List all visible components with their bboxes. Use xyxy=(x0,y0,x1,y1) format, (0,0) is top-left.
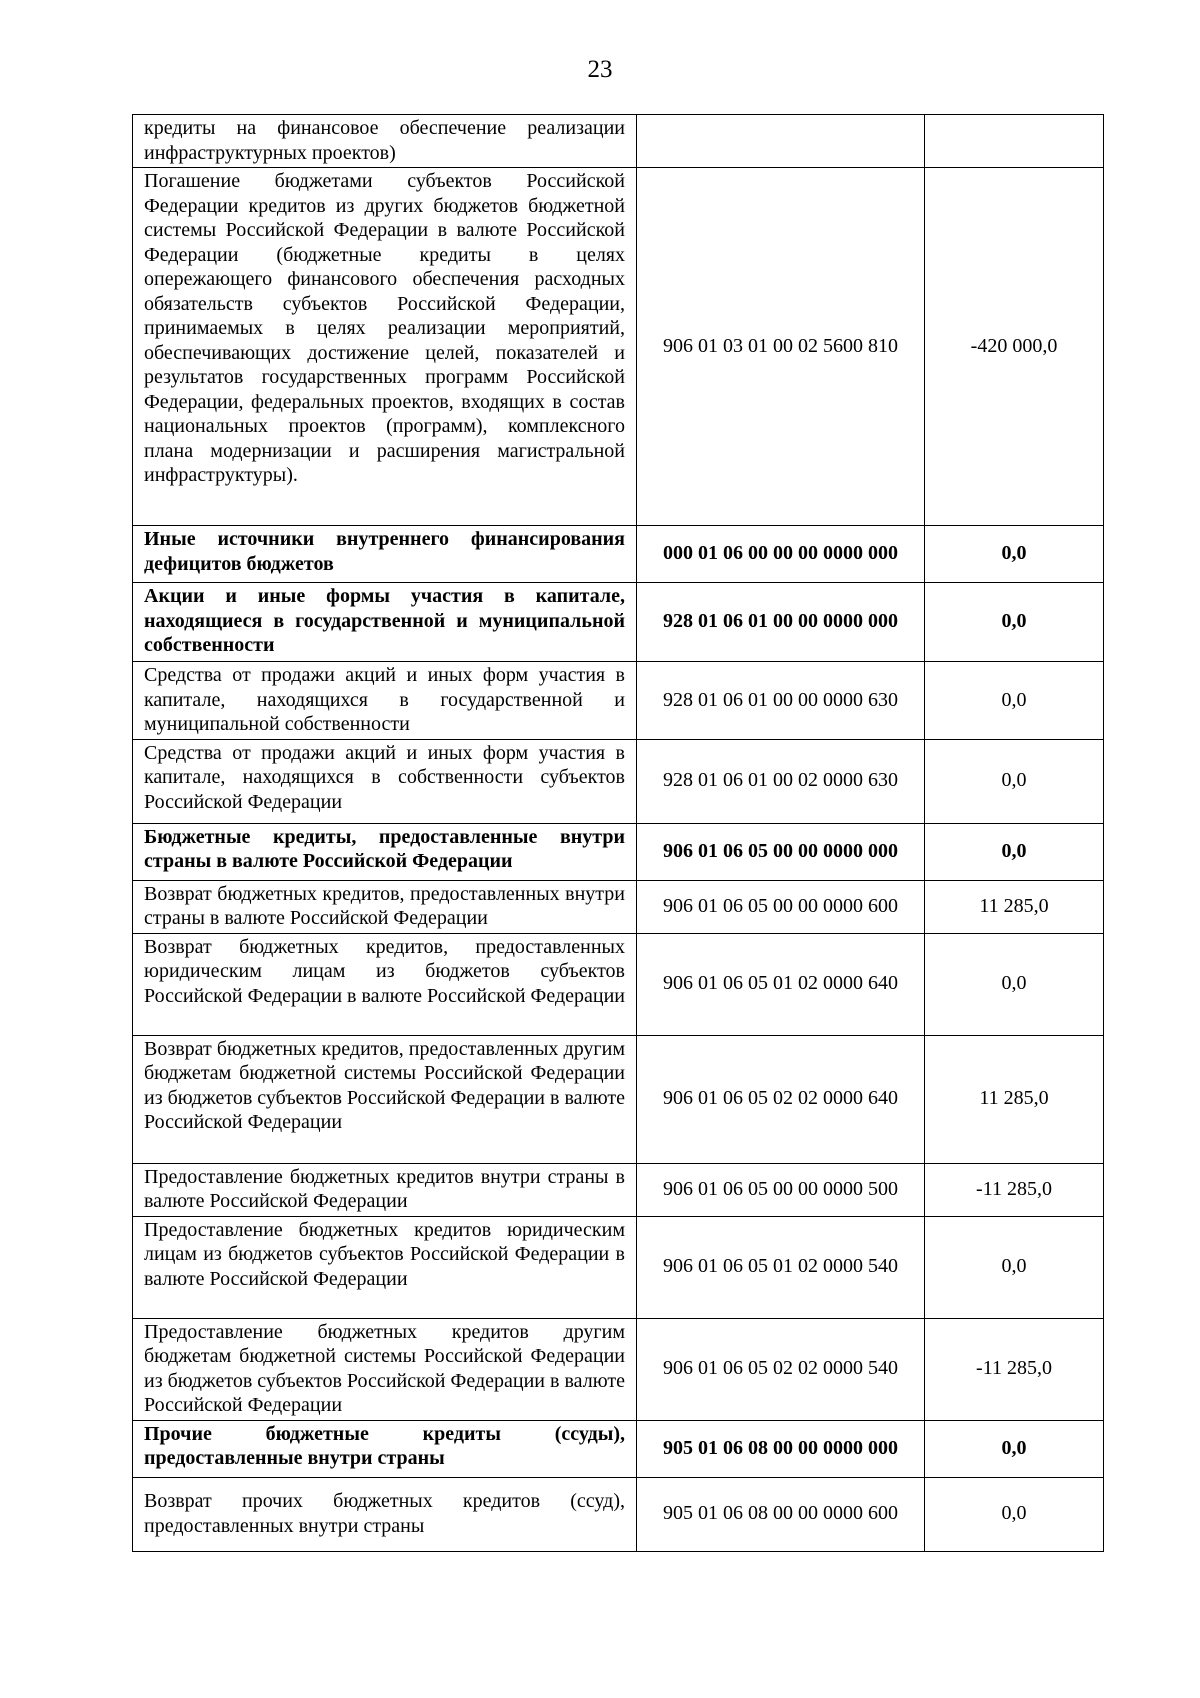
row-sum-cell xyxy=(925,115,1104,168)
row-sum-cell: -11 285,0 xyxy=(925,1163,1104,1216)
page-number: 23 xyxy=(587,56,613,83)
row-code-cell: 906 01 06 05 00 00 0000 600 xyxy=(637,880,925,933)
row-code-cell: 906 01 06 05 00 00 0000 000 xyxy=(637,823,925,880)
table-row xyxy=(133,115,1104,168)
table-row xyxy=(133,739,1104,823)
row-sum-cell: -11 285,0 xyxy=(925,1318,1104,1420)
row-code-cell: 906 01 06 05 00 00 0000 500 xyxy=(637,1163,925,1216)
row-name-cell: Предоставление бюджетных кредитов другим бюджетам бюджетной системы Российской Федерации из бюджетов субъектов Российской Федерации в валюте Российской Федерации xyxy=(133,1318,637,1420)
budget-sources-table xyxy=(132,114,1104,1552)
table-row xyxy=(133,1318,1104,1420)
row-code-cell: 906 01 03 01 00 02 5600 810 xyxy=(637,168,925,526)
row-sum-cell: 0,0 xyxy=(925,662,1104,740)
row-code-cell: 905 01 06 08 00 00 0000 000 xyxy=(637,1420,925,1477)
table-row xyxy=(133,583,1104,662)
table-row xyxy=(133,1035,1104,1163)
row-name-cell: Средства от продажи акций и иных форм участия в капитале, находящихся в собственности субъектов Российской Федерации xyxy=(133,739,637,823)
row-name-cell: Возврат бюджетных кредитов, предоставленных юридическим лицам из бюджетов субъектов Российской Федерации в валюте Российской Федерации xyxy=(133,933,637,1035)
row-sum-cell: 0,0 xyxy=(925,823,1104,880)
row-sum-cell: 0,0 xyxy=(925,933,1104,1035)
table-row xyxy=(133,1163,1104,1216)
table-row xyxy=(133,168,1104,526)
row-name-cell: Возврат бюджетных кредитов, предоставленных внутри страны в валюте Российской Федерации xyxy=(133,880,637,933)
row-name-cell: Средства от продажи акций и иных форм участия в капитале, находящихся в государственной и муниципальной собственности xyxy=(133,662,637,740)
row-name-cell: Акции и иные формы участия в капитале, находящиеся в государственной и муниципальной собственности xyxy=(133,583,637,662)
row-name-cell: кредиты на финансовое обеспечение реализации инфраструктурных проектов) xyxy=(133,115,637,168)
row-sum-cell: 0,0 xyxy=(925,1420,1104,1477)
row-sum-cell: 0,0 xyxy=(925,583,1104,662)
table-row xyxy=(133,1216,1104,1318)
row-name-cell: Погашение бюджетами субъектов Российской Федерации кредитов из других бюджетов бюджетной системы Российской Федерации в валюте Российской Федерации (бюджетные кредиты в целях опережающего финансового обеспечения расходных обязательств субъектов Российской Федерации, принимаемых в целях реализации мероприятий, обеспечивающих достижение целей, показателей и результатов государственных программ Российской Федерации, федеральных проектов, входящих в состав национальных проектов (программ), комплексного плана модернизации и расширения магистральной инфраструктуры). xyxy=(133,168,637,526)
table-row xyxy=(133,823,1104,880)
table-row xyxy=(133,1477,1104,1551)
row-sum-cell: -420 000,0 xyxy=(925,168,1104,526)
row-code-cell: 000 01 06 00 00 00 0000 000 xyxy=(637,526,925,583)
row-name-cell: Иные источники внутреннего финансирования дефицитов бюджетов xyxy=(133,526,637,583)
row-name-cell: Возврат прочих бюджетных кредитов (ссуд), предоставленных внутри страны xyxy=(133,1477,637,1551)
table-row xyxy=(133,662,1104,740)
row-name-cell: Прочие бюджетные кредиты (ссуды), предоставленные внутри страны xyxy=(133,1420,637,1477)
row-code-cell: 906 01 06 05 02 02 0000 640 xyxy=(637,1035,925,1163)
row-sum-cell: 0,0 xyxy=(925,1216,1104,1318)
row-code-cell: 905 01 06 08 00 00 0000 600 xyxy=(637,1477,925,1551)
table-row xyxy=(133,933,1104,1035)
row-sum-cell: 0,0 xyxy=(925,526,1104,583)
row-code-cell xyxy=(637,115,925,168)
row-code-cell: 906 01 06 05 01 02 0000 640 xyxy=(637,933,925,1035)
row-name-cell: Возврат бюджетных кредитов, предоставленных другим бюджетам бюджетной системы Российской Федерации из бюджетов субъектов Российской Федерации в валюте Российской Федерации xyxy=(133,1035,637,1163)
row-sum-cell: 0,0 xyxy=(925,739,1104,823)
row-name-cell: Предоставление бюджетных кредитов юридическим лицам из бюджетов субъектов Российской Федерации в валюте Российской Федерации xyxy=(133,1216,637,1318)
table-row xyxy=(133,880,1104,933)
row-sum-cell: 11 285,0 xyxy=(925,1035,1104,1163)
row-code-cell: 928 01 06 01 00 00 0000 000 xyxy=(637,583,925,662)
row-sum-cell: 0,0 xyxy=(925,1477,1104,1551)
row-name-cell: Предоставление бюджетных кредитов внутри страны в валюте Российской Федерации xyxy=(133,1163,637,1216)
row-code-cell: 928 01 06 01 00 00 0000 630 xyxy=(637,662,925,740)
table-row xyxy=(133,1420,1104,1477)
row-code-cell: 906 01 06 05 01 02 0000 540 xyxy=(637,1216,925,1318)
row-name-cell: Бюджетные кредиты, предоставленные внутри страны в валюте Российской Федерации xyxy=(133,823,637,880)
row-sum-cell: 11 285,0 xyxy=(925,880,1104,933)
row-code-cell: 928 01 06 01 00 02 0000 630 xyxy=(637,739,925,823)
row-code-cell: 906 01 06 05 02 02 0000 540 xyxy=(637,1318,925,1420)
table-row xyxy=(133,526,1104,583)
